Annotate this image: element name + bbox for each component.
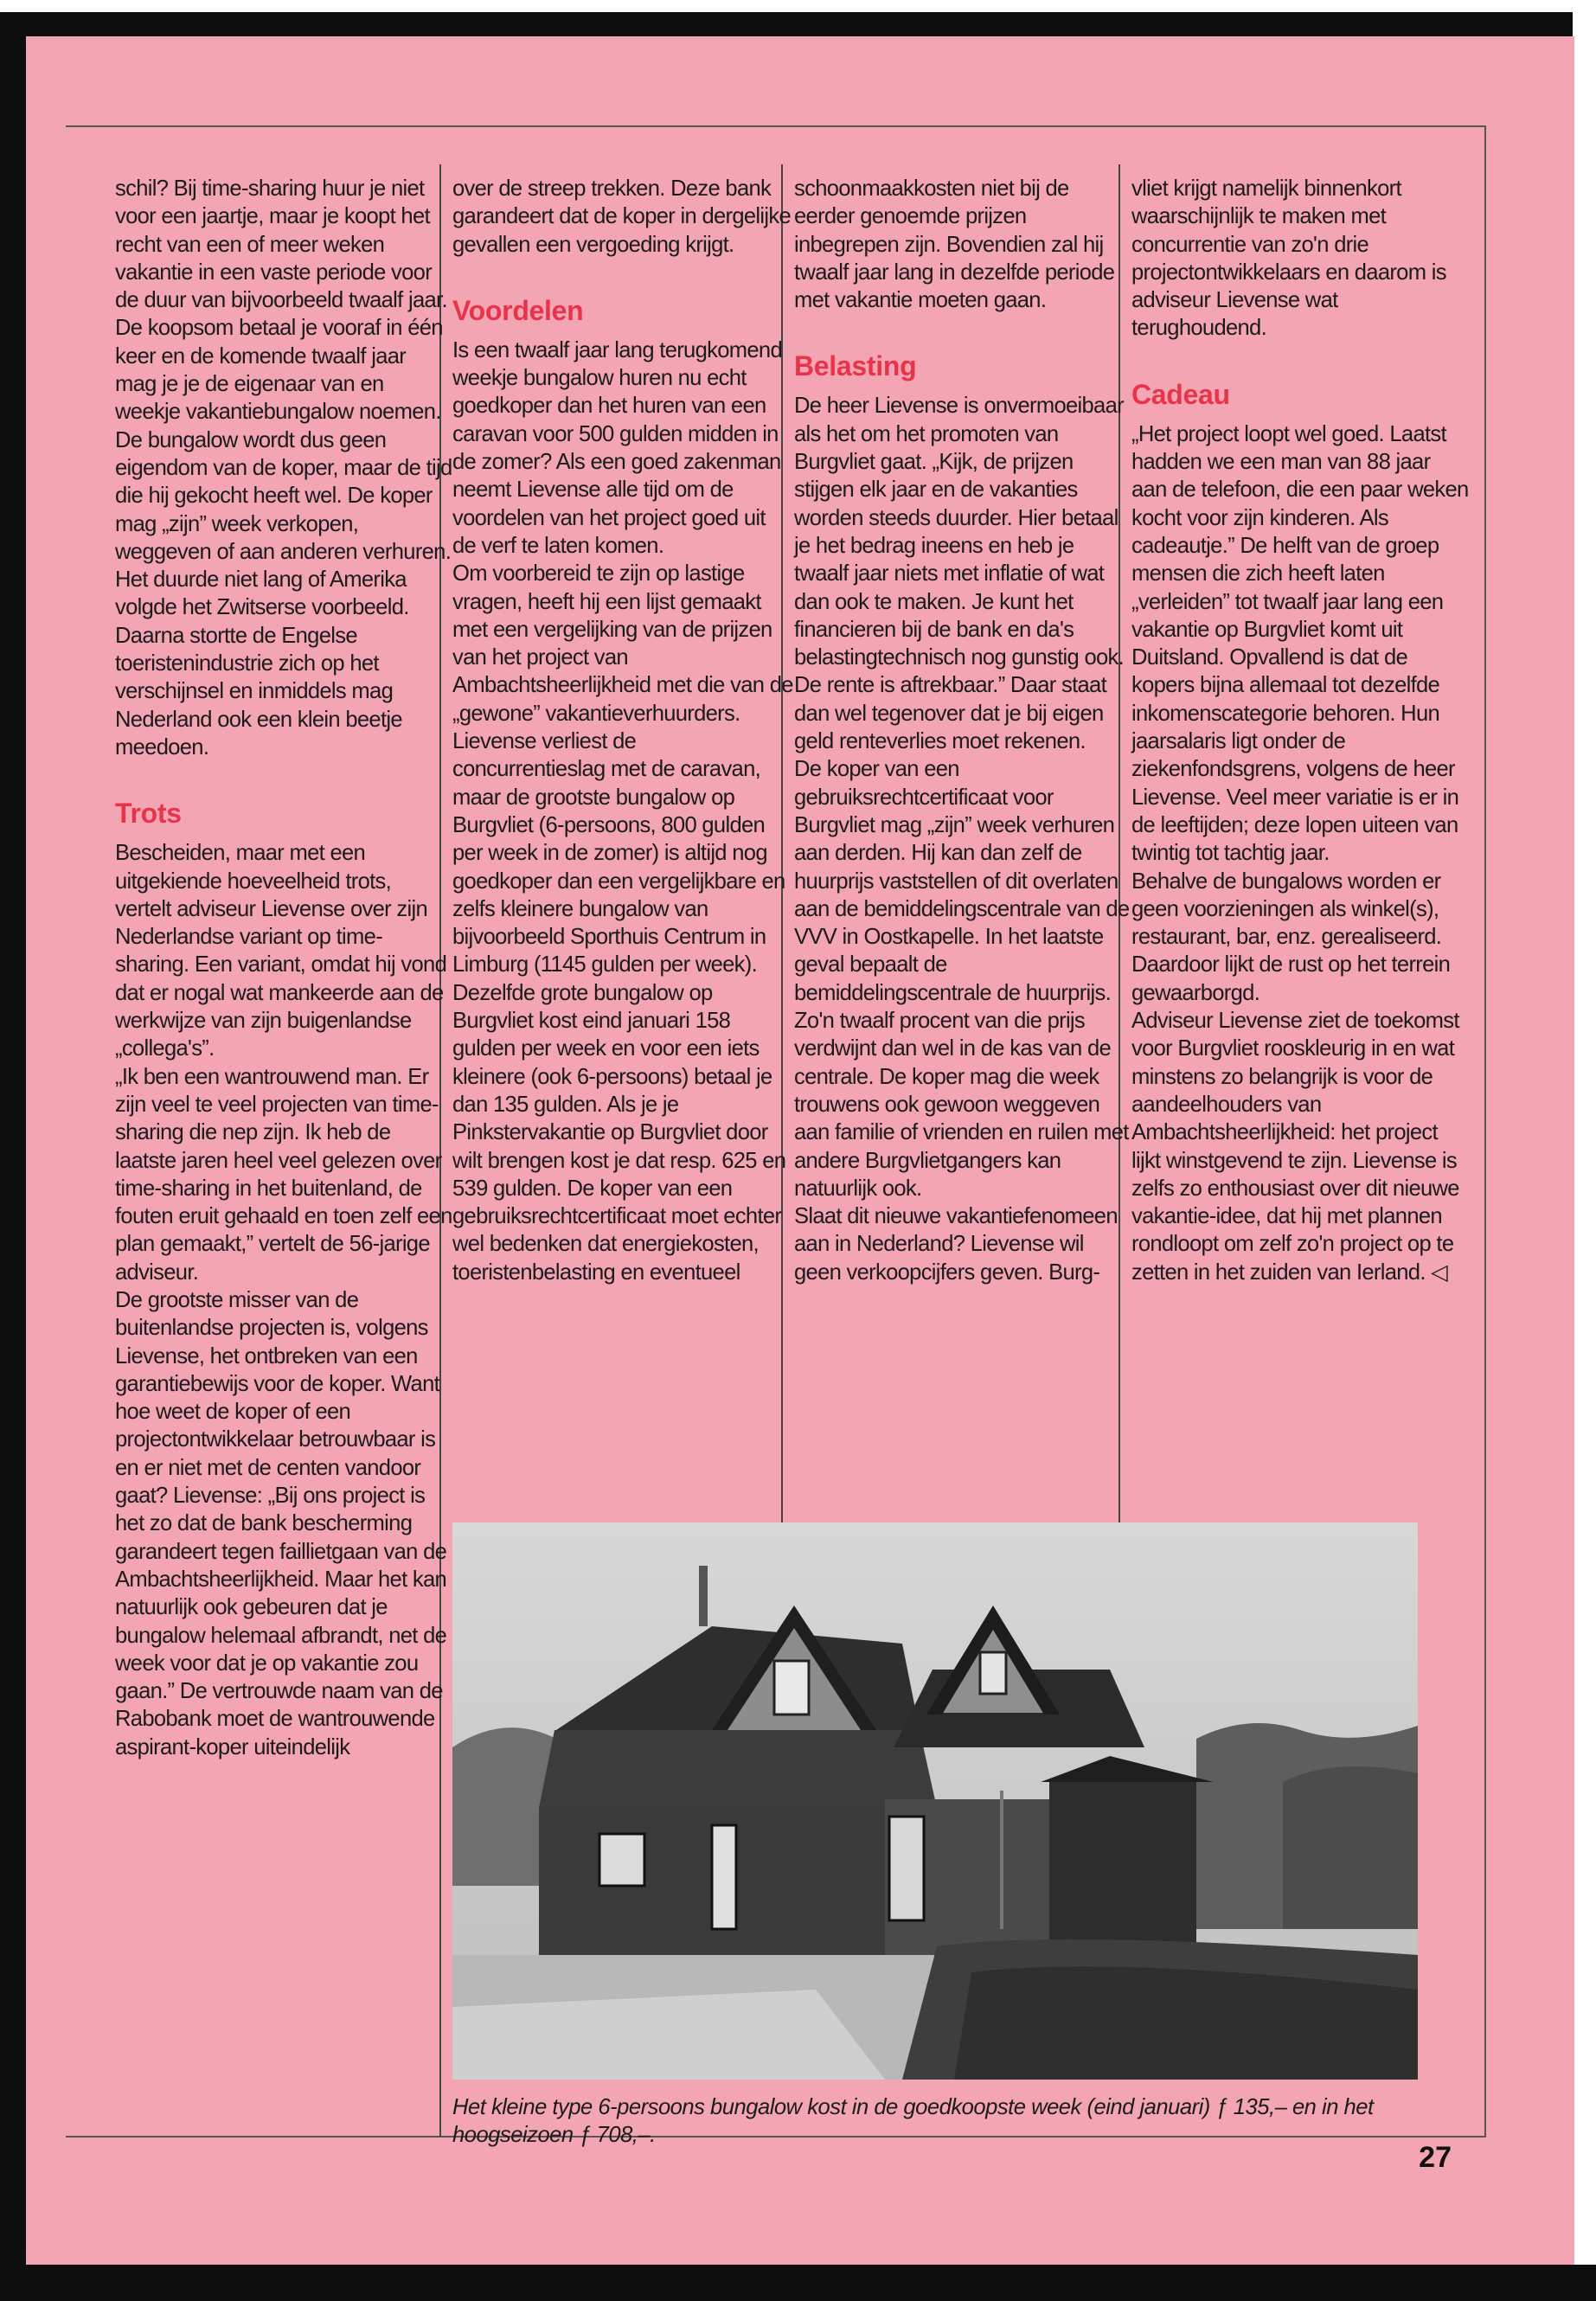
paragraph: De grootste misser van de buitenlandse projecten is, volgens Lievense, het ontbreken van een garantiebewijs voor de koper. Want hoe weet de koper of een projectontwikkelaar betrouwbaar is en er niet met de centen vandoor gaat? Lievense: „Bij ons project is het zo dat de bank bescherming garandeert tegen faillietgaan van de Ambachtsheerlijkheid. Maar het kan natuurlijk ook gebeuren dat je bungalow helemaal afbrandt, net de week voor dat je op vakantie zou gaan.” De vertrouwde naam van de Rabobank moet de wantrouwende aspirant-koper uiteindelijk (115, 1287, 447, 1759)
page-number: 27 (1419, 2141, 1452, 2174)
paragraph: Om voorbereid te zijn op lastige vragen, heeft hij een lijst gemaakt met een vergelijking van de prijzen van het project van Ambachtsheerlijkheid met die van de „gewone” vakantieverhuurders. Lievense verliest de concurrentieslag met de caravan, maar de grootste bungalow op Burgvliet (6-persoons, 800 gulden per week in de zomer) is altijd nog goedkoper dan een vergelijkbare en zelfs kleinere bungalow van bijvoorbeeld Sporthuis Centrum in Limburg (1145 gulden per week). Dezelfde grote bungalow op Burgvliet kost eind januari 158 gulden per week en voor een iets kleinere (ook 6-persoons) betaal je dan 135 gulden. Als je je Pinkstervakantie op Burgvliet door wilt brengen kost je dat resp. 625 en 539 gulden. De koper van een gebruiksrechtcertificaat moet echter wel bedenken dat energiekosten, toeristenbelasting en eventueel (452, 561, 793, 1285)
paragraph: Het duurde niet lang of Amerika volgde het Zwitserse voorbeeld. Daarna stortte de Engelse toeristenindustrie zich op het verschijnsel en inmiddels mag Nederland ook een klein beetje meedoen. (115, 567, 409, 760)
paragraph: over de streep trekken. Deze bank garandeert dat de koper in dergelijke gevallen een vergoeding krijgt. (452, 176, 791, 257)
paragraph: schil? Bij time-sharing huur je niet voor een jaartje, maar je koopt het recht van een of meer weken vakantie in een vaste periode voor de duur van bijvoorbeeld twaalf jaar. De koopsom betaal je vooraf in één keer en de komende twaalf jaar mag je je de eigenaar van en weekje vakantiebungalow noemen. De bungalow wordt dus geen eigendom van de koper, maar de tijd die hij gekocht heeft wel. De koper mag „zijn” week verkopen, weggeven of aan anderen verhuren. (115, 176, 452, 564)
paragraph: De heer Lievense is onvermoeibaar als het om het promoten van Burgvliet gaat. „Kijk, de prijzen stijgen elk jaar en de vakanties worden steeds duurder. Hier betaal je het bedrag ineens en heb je twaalf jaar niets met inflatie of wat dan ook te maken. Je kunt het financieren bij de bank en da's belastingtechnisch nog gunstig ook. De rente is aftrekbaar.” Daar staat dan wel tegenover dat je bij eigen geld renteverlies moet rekenen. (794, 394, 1125, 754)
section-heading: Voordelen (452, 294, 584, 326)
paragraph: Is een twaalf jaar lang terugkomend weekje bungalow huren nu echt goedkoper dan het huren van een caravan voor 500 gulden midden in de zomer? Als een goed zakenman neemt Lievense alle tijd om de voordelen van het project goed uit de verf te laten komen. (452, 337, 782, 558)
paragraph: „Ik ben een wantrouwend man. Er zijn veel te veel projecten van time-sharing die nep zijn. Ik heb de laatste jaren heel veel gelezen over time-sharing in het buitenland, de fouten eruit gehaald en toen zelf een plan gemaakt,” vertelt de 56-jarige adviseur. (115, 1064, 452, 1285)
photo-caption: Het kleine type 6-persoons bungalow kost in de goedkoopste week (eind januari) ƒ 135,– en in het hoogseizoen ƒ 708,–. (452, 2095, 1374, 2147)
article-column-1 (115, 175, 452, 1761)
bungalow-illustration (452, 1522, 1418, 2080)
section-heading: Belasting (794, 350, 917, 382)
frame-rule-top (66, 125, 1484, 127)
paragraph: „Het project loopt wel goed. Laatst hadden we een man van 88 jaar aan de telefoon, die een paar weken kocht voor zijn kinderen. Als cadeautje.” De helft van de groep mensen die zich heeft laten „verleiden” tot twaalf jaar lang een vakantie op Burgvliet komt uit Duitsland. Opvallend is dat de kopers bijna allemaal tot dezelfde inkomenscategorie behoren. Hun jaarsalaris ligt onder de ziekenfondsgrens, volgens de heer Lievense. Veel meer variatie is er in de leeftijden; deze lopen uiteen van twintig tot tachtig jaar. (1131, 421, 1469, 866)
scan-border-bottom (0, 2265, 1596, 2301)
paragraph: De koper van een gebruiksrechtcertificaat voor Burgvliet mag „zijn” week verhuren aan derden. Hij kan dan zelf de huurprijs vaststellen of dit overlaten aan de bemiddelingscentrale van de VVV in Oostkapelle. In het laatste geval bepaalt de bemiddelingscentrale de huurprijs. Zo'n twaalf procent van die prijs verdwijnt dan wel in de kas van de centrale. De koper mag die week trouwens ook gewoon weggeven aan familie of vrienden en ruilen met andere Burgvlietgangers kan natuurlijk ook. (794, 757, 1130, 1201)
paragraph: Adviseur Lievense ziet de toekomst voor Burgvliet rooskleurig in en wat minstens zo belangrijk is voor de aandeelhouders van Ambachtsheerlijkheid: het project lijkt winstgevend te zijn. Lievense is zelfs zo enthousiast over dit nieuwe vakantie-idee, dat hij met plannen rondloopt om zelf zo'n project op te zetten in het zuiden van Ierland. ◁ (1131, 1009, 1459, 1285)
paragraph: Bescheiden, maar met een uitgekiende hoeveelheid trots, vertelt adviseur Lievense over zijn Nederlandse variant op time-sharing. Een variant, omdat hij vond dat er nogal wat mankeerde aan de werkwijze van zijn buigenlandse „collega's”. (115, 841, 447, 1061)
frame-rule-right (1484, 125, 1486, 2137)
magazine-page (26, 36, 1574, 2265)
scan-border-top (24, 12, 1573, 36)
article-column-2 (452, 175, 794, 1286)
paragraph: Slaat dit nieuwe vakantiefenomeen aan in Nederland? Lievense wil geen verkoopcijfers geven. Burg- (794, 1204, 1118, 1285)
bungalow-photo (452, 1522, 1418, 2080)
paragraph: schoonmaakkosten niet bij de eerder genoemde prijzen inbegrepen zijn. Bovendien zal hij twaalf jaar lang in dezelfde periode met vakantie moeten gaan. (794, 176, 1115, 313)
article-column-4 (1131, 175, 1469, 1286)
section-heading: Cadeau (1131, 378, 1230, 410)
paragraph: Behalve de bungalows worden er geen voorzieningen als winkel(s), restaurant, bar, enz. gerealiseerd. Daardoor lijkt de rust op het terrein gewaarborgd. (1131, 868, 1451, 1005)
paragraph: vliet krijgt namelijk binnenkort waarschijnlijk te maken met concurrentie van zo'n drie projectontwikkelaars en daarom is adviseur Lievense wat terughoudend. (1131, 176, 1446, 341)
scan-border-left (0, 12, 26, 2265)
section-heading: Trots (115, 798, 182, 830)
article-column-3 (794, 175, 1131, 1286)
